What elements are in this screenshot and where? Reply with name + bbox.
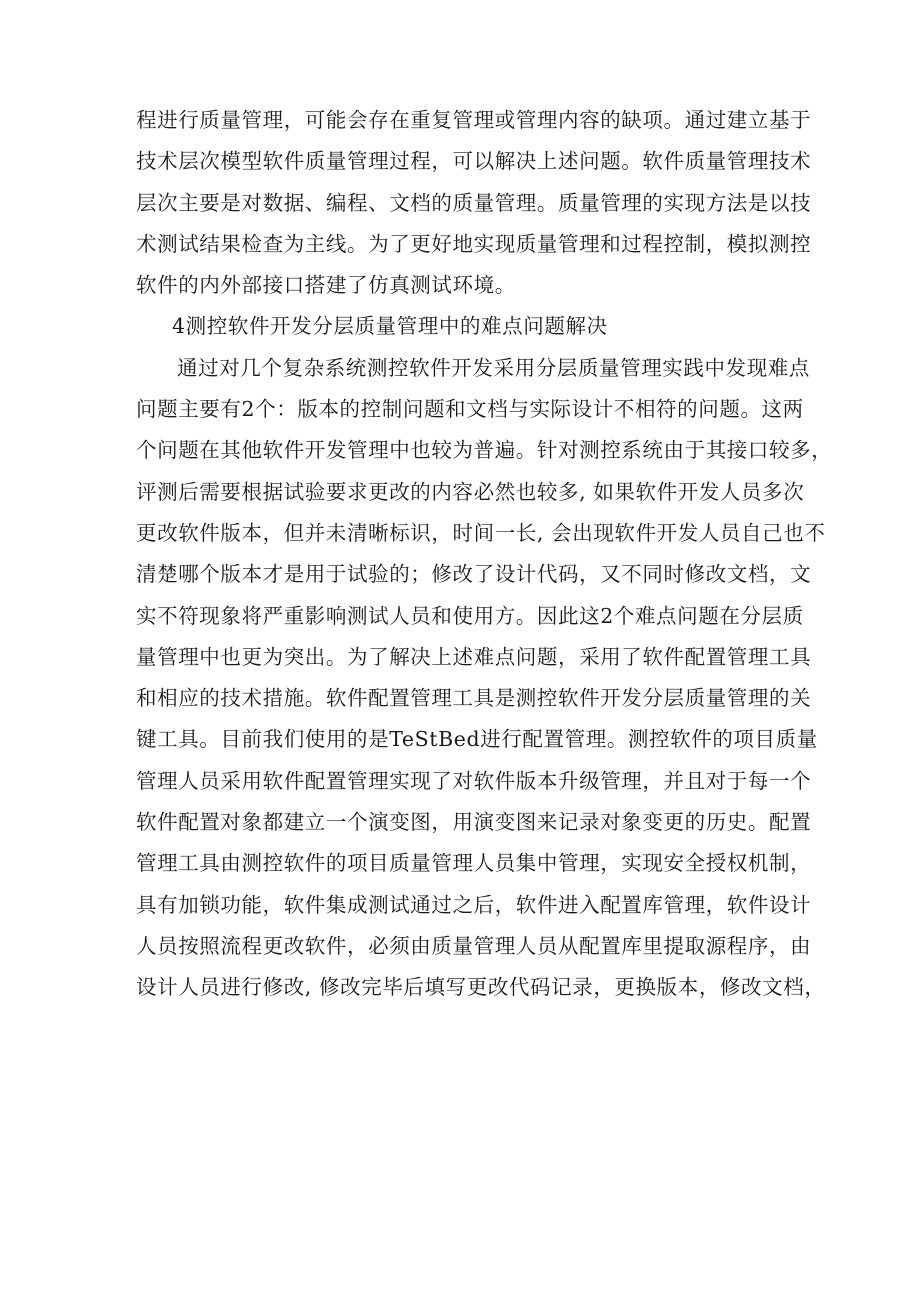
paragraph-line: 软件配置对象都建立一个演变图，用演变图来记录对象变更的历史。配置 <box>136 810 812 835</box>
paragraph-line: 和相应的技术措施。软件配置管理工具是测控软件开发分层质量管理的关 <box>136 686 812 711</box>
paragraph-line: 程进行质量管理，可能会存在重复管理或管理内容的缺项。通过建立基于 <box>136 108 812 132</box>
paragraph-line: 实不符现象将严重影响测试人员和使用方。因此这2个难点问题在分层质 <box>136 603 804 628</box>
paragraph-line: 层次主要是对数据、编程、文档的质量管理。质量管理的实现方法是以技 <box>136 190 812 215</box>
paragraph-line: 设计人员进行修改, 修改完毕后填写更改代码记录，更换版本，修改文档， <box>136 975 826 1000</box>
paragraph-line: 通过对几个复杂系统测控软件开发采用分层质量管理实践中发现难点 <box>177 355 810 380</box>
paragraph-line: 清楚哪个版本才是用于试验的；修改了设计代码，又不同时修改文档，文 <box>136 562 812 587</box>
paragraph-line: 管理工具由测控软件的项目质量管理人员集中管理，实现安全授权机制， <box>136 851 812 876</box>
paragraph-line: 术测试结果检查为主线。为了更好地实现质量管理和过程控制，模拟测控 <box>136 231 812 256</box>
paragraph-line: 键工具。目前我们使用的是TeStBed进行配置管理。测控软件的项目质量 <box>136 727 818 752</box>
paragraph-line: 人员按照流程更改软件，必须由质量管理人员从配置库里提取源程序，由 <box>136 933 812 958</box>
paragraph-line: 具有加锁功能，软件集成测试通过之后，软件进入配置库管理，软件设计 <box>136 892 812 917</box>
paragraph-line: 管理人员采用软件配置管理实现了对软件版本升级管理，并且对于每一个 <box>136 768 812 793</box>
paragraph-line: 个问题在其他软件开发管理中也较为普遍。针对测控系统由于其接口较多， <box>136 438 833 463</box>
paragraph-line: 评测后需要根据试验要求更改的内容必然也较多, 如果软件开发人员多次 <box>136 479 805 504</box>
paragraph-line: 量管理中也更为突出。为了解决上述难点问题，采用了软件配置管理工具 <box>136 644 812 669</box>
paragraph-line: 问题主要有2个：版本的控制问题和文档与实际设计不相符的问题。这两 <box>136 397 804 422</box>
paragraph-1 <box>136 100 812 306</box>
paragraph-2 <box>136 348 833 1009</box>
paragraph-line: 软件的内外部接口搭建了仿真测试环境。 <box>136 273 516 298</box>
document-page <box>136 100 833 1009</box>
paragraph-line: 更改软件版本，但并未清晰标识，时间一长, 会出现软件开发人员自己也不 <box>136 520 826 545</box>
section-heading: 4测控软件开发分层质量管理中的难点问题解决 <box>172 314 608 339</box>
paragraph-line: 技术层次模型软件质量管理过程，可以解决上述问题。软件质量管理技术 <box>136 149 812 174</box>
